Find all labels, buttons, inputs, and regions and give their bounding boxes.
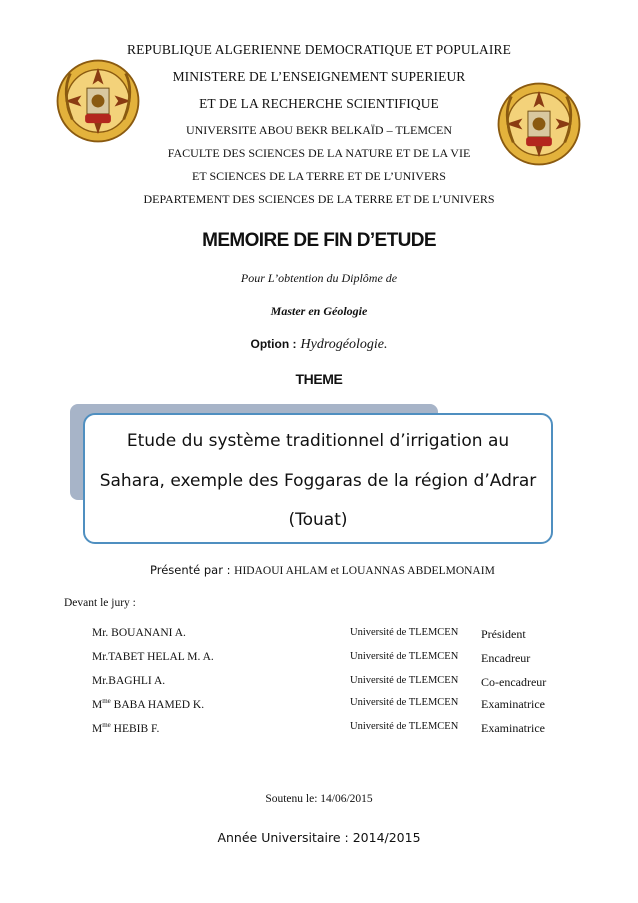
jury-member-role: Co-encadreur bbox=[481, 675, 547, 689]
jury-member-name bbox=[92, 697, 204, 711]
theme-label: THEME bbox=[295, 371, 343, 387]
jury-member-name bbox=[92, 675, 165, 687]
option-label: Option : bbox=[250, 337, 297, 351]
jury-member-university: Université de TLEMCEN bbox=[350, 721, 459, 732]
jury-member-role: Examinatrice bbox=[481, 697, 545, 711]
option-line bbox=[0, 335, 638, 353]
presented-label: Présenté par : bbox=[150, 563, 231, 577]
jury-row bbox=[0, 627, 638, 645]
jury-row bbox=[0, 651, 638, 669]
jury-label: Devant le jury : bbox=[64, 597, 136, 609]
header-university: UNIVERSITE ABOU BEKR BELKAÏD – TLEMCEN bbox=[185, 123, 453, 137]
jury-member-university: Université de TLEMCEN bbox=[350, 675, 459, 686]
presented-names: HIDAOUI AHLAM et LOUANNAS ABDELMONAIM bbox=[234, 565, 495, 577]
jury-member-name bbox=[92, 651, 214, 663]
jury-member-name-text: Mr.TABET HELAL M. A. bbox=[92, 651, 214, 663]
theme-line-1: Etude du système traditionnel d’irrigation au bbox=[126, 431, 510, 451]
jury-member-title-sup: me bbox=[102, 697, 111, 705]
header-research: ET DE LA RECHERCHE SCIENTIFIQUE bbox=[199, 96, 439, 111]
header-faculty-cont: ET SCIENCES DE LA TERRE ET DE L’UNIVERS bbox=[192, 169, 446, 183]
jury-member-role: Examinatrice bbox=[481, 721, 545, 735]
header-department: DEPARTEMENT DES SCIENCES DE LA TERRE ET DE L’UNIVERS bbox=[143, 192, 495, 206]
jury-member-name bbox=[92, 721, 159, 735]
diploma-name: Master en Géologie bbox=[270, 304, 368, 318]
jury-member-name-text: Mr. BOUANANI A. bbox=[92, 627, 186, 639]
theme-box bbox=[83, 413, 553, 544]
jury-member-prefix: M bbox=[92, 698, 103, 711]
header-republic: REPUBLIQUE ALGERIENNE DEMOCRATIQUE ET POPULAIRE bbox=[127, 42, 511, 57]
jury-row bbox=[0, 675, 638, 693]
jury-member-university: Université de TLEMCEN bbox=[350, 697, 459, 708]
jury-member-role: Encadreur bbox=[481, 651, 531, 665]
theme-line-3: (Touat) bbox=[288, 510, 348, 530]
soutenu-date: Soutenu le: 14/06/2015 bbox=[265, 793, 373, 805]
jury-member-university: Université de TLEMCEN bbox=[350, 651, 459, 662]
presented-by bbox=[150, 563, 495, 577]
memoire-title: MEMOIRE DE FIN D’ETUDE bbox=[202, 230, 436, 251]
jury-member-title-sup: me bbox=[102, 721, 111, 729]
jury-row bbox=[0, 721, 638, 739]
header-ministry: MINISTERE DE L’ENSEIGNEMENT SUPERIEUR bbox=[172, 69, 466, 84]
jury-row bbox=[0, 697, 638, 715]
jury-member-name-text: HEBIB F. bbox=[110, 722, 160, 735]
jury-member-name-text: BABA HAMED K. bbox=[110, 698, 205, 711]
theme-line-2: Sahara, exemple des Foggaras de la région d’Adrar bbox=[99, 471, 537, 491]
obtention-text: Pour L’obtention du Diplôme de bbox=[240, 271, 398, 285]
jury-member-role: Président bbox=[481, 627, 526, 641]
option-value: Hydrogéologie. bbox=[300, 337, 388, 352]
academic-year: Année Universitaire : 2014/2015 bbox=[217, 830, 421, 845]
jury-member-name bbox=[92, 627, 186, 639]
jury-member-name-text: Mr.BAGHLI A. bbox=[92, 675, 166, 687]
jury-member-university: Université de TLEMCEN bbox=[350, 627, 459, 638]
jury-member-prefix: M bbox=[92, 722, 103, 735]
header-faculty: FACULTE DES SCIENCES DE LA NATURE ET DE LA VIE bbox=[167, 146, 471, 160]
